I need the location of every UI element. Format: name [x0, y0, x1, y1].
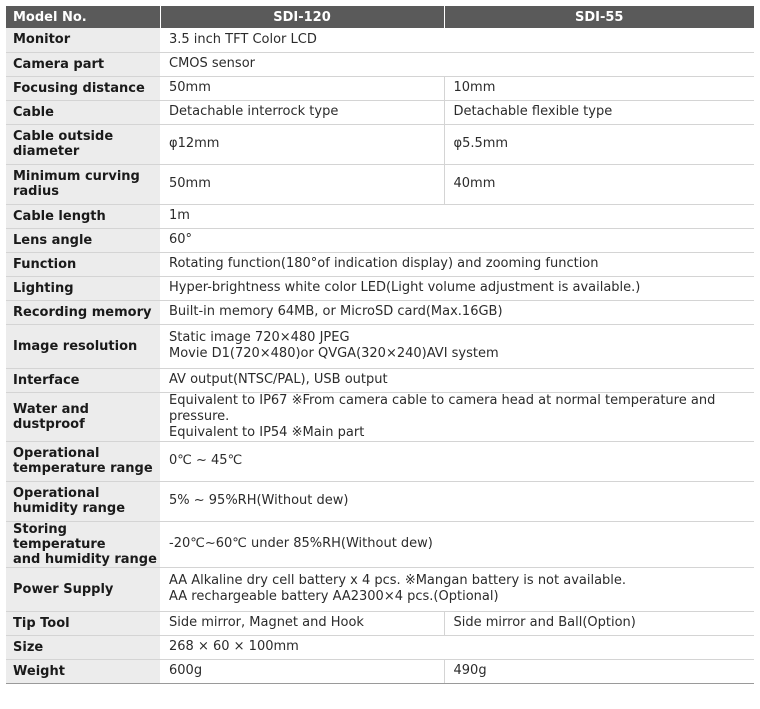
text-line: and humidity range: [13, 551, 157, 567]
text-line: Operational: [13, 446, 100, 461]
row-label: Water and dustproof: [6, 392, 160, 441]
text-line: diameter: [13, 144, 80, 159]
row-weight: [6, 659, 754, 683]
row-value: 0℃ ~ 45℃: [160, 441, 754, 481]
value-sdi-120: Detachable interrock type: [160, 100, 444, 124]
spec-body: [6, 28, 754, 683]
row-value: 268 × 60 × 100mm: [160, 635, 754, 659]
row-cable-length: [6, 204, 754, 228]
value-sdi-55: Detachable flexible type: [444, 100, 754, 124]
row-label: Function: [6, 252, 160, 276]
value-sdi-55: 10mm: [444, 76, 754, 100]
header-row: [6, 6, 754, 28]
row-operational-humidity-range: [6, 481, 754, 521]
row-cable-outside-diameter: [6, 124, 754, 164]
row-recording-memory: [6, 300, 754, 324]
row-value: [160, 324, 754, 368]
row-lighting: [6, 276, 754, 300]
text-line: humidity range: [13, 501, 126, 516]
row-monitor: [6, 28, 754, 52]
value-sdi-120: 600g: [160, 659, 444, 683]
value-sdi-120: Side mirror, Magnet and Hook: [160, 611, 444, 635]
row-image-resolution: [6, 324, 754, 368]
value-sdi-55: 490g: [444, 659, 754, 683]
value-sdi-55: 40mm: [444, 164, 754, 204]
row-label: Lighting: [6, 276, 160, 300]
row-label: Power Supply: [6, 567, 160, 611]
row-operational-temperature-range: [6, 441, 754, 481]
row-cable: [6, 100, 754, 124]
row-label: Camera part: [6, 52, 160, 76]
text-line: radius: [13, 184, 59, 199]
row-size: [6, 635, 754, 659]
row-value: [160, 392, 754, 441]
row-label: Recording memory: [6, 300, 160, 324]
row-power-supply: [6, 567, 754, 611]
row-label: [6, 124, 160, 164]
row-focusing-distance: [6, 76, 754, 100]
row-label: Cable: [6, 100, 160, 124]
value-sdi-55: φ5.5mm: [444, 124, 754, 164]
row-value: 60°: [160, 228, 754, 252]
row-function: [6, 252, 754, 276]
row-label: Tip Tool: [6, 611, 160, 635]
header-model-no: Model No.: [6, 6, 160, 28]
row-label: Monitor: [6, 28, 160, 52]
row-label: Image resolution: [6, 324, 160, 368]
row-value: [160, 567, 754, 611]
row-value: 1m: [160, 204, 754, 228]
row-value: Built-in memory 64MB, or MicroSD card(Max.16GB): [160, 300, 754, 324]
text-line: Minimum curving: [13, 169, 140, 184]
text-line: Operational: [13, 486, 100, 501]
text-line: temperature range: [13, 461, 153, 476]
row-value: Rotating function(180°of indication display) and zooming function: [160, 252, 754, 276]
row-value: 3.5 inch TFT Color LCD: [160, 28, 754, 52]
row-storing-temperature-and-humidity-range: [6, 521, 754, 567]
value-sdi-120: 50mm: [160, 164, 444, 204]
row-label: [6, 164, 160, 204]
row-value: AV output(NTSC/PAL), USB output: [160, 368, 754, 392]
text-line: AA Alkaline dry cell battery x 4 pcs. ※Mangan battery is not available.: [169, 573, 627, 588]
row-camera-part: [6, 52, 754, 76]
value-sdi-55: Side mirror and Ball(Option): [444, 611, 754, 635]
row-minimum-curving-radius: [6, 164, 754, 204]
text-line: Equivalent to IP67 ※From camera cable to camera head at normal temperature and pressure.: [169, 392, 716, 424]
spec-table: [6, 6, 754, 684]
text-line: Movie D1(720×480)or QVGA(320×240)AVI system: [169, 346, 499, 361]
row-value: 5% ~ 95%RH(Without dew): [160, 481, 754, 521]
value-sdi-120: 50mm: [160, 76, 444, 100]
text-line: Static image 720×480 JPEG: [169, 330, 350, 345]
row-label: Size: [6, 635, 160, 659]
text-line: Cable outside: [13, 129, 114, 144]
row-value: Hyper-brightness white color LED(Light volume adjustment is available.): [160, 276, 754, 300]
text-line: Equivalent to IP54 ※Main part: [169, 424, 365, 440]
row-tip-tool: [6, 611, 754, 635]
row-lens-angle: [6, 228, 754, 252]
row-value: CMOS sensor: [160, 52, 754, 76]
row-water-and-dustproof: [6, 392, 754, 441]
row-label: [6, 521, 160, 567]
text-line: Storing temperature: [13, 521, 106, 552]
row-label: Lens angle: [6, 228, 160, 252]
row-label: Focusing distance: [6, 76, 160, 100]
row-interface: [6, 368, 754, 392]
header-sdi-55: SDI-55: [444, 6, 754, 28]
row-label: Interface: [6, 368, 160, 392]
row-label: [6, 481, 160, 521]
text-line: AA rechargeable battery AA2300×4 pcs.(Optional): [169, 589, 499, 604]
header-sdi-120: SDI-120: [160, 6, 444, 28]
row-label: Weight: [6, 659, 160, 683]
row-value: -20℃~60℃ under 85%RH(Without dew): [160, 521, 754, 567]
value-sdi-120: φ12mm: [160, 124, 444, 164]
row-label: Cable length: [6, 204, 160, 228]
row-label: [6, 441, 160, 481]
